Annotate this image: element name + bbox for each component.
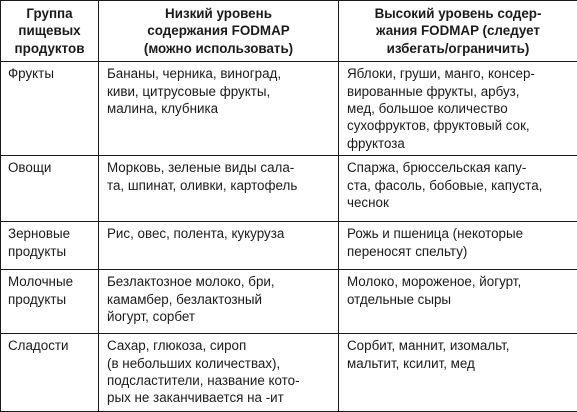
row-low-fodmap-items: Бананы, черника, виноград, киви, цитрусовые фрукты, малина, клубника [99, 62, 339, 156]
table-row [1, 156, 577, 222]
row-high-fodmap-items: Сорбит, маннит, изомальт, мальтит, ксилит, мед [339, 334, 577, 412]
row-high-fodmap-items: Яблоки, груши, манго, консер- вированные фрукты, арбуз, мед, большое количество сухофруктов, фруктовый сок, фруктоза [339, 62, 577, 156]
row-food-group: Овощи [1, 156, 99, 222]
row-low-fodmap-items: Сахар, глюкоза, сироп (в небольших количествах), подсластители, название кото- рых не заканчивается на -ит [99, 334, 339, 412]
table-row [1, 62, 577, 156]
row-food-group: Молочные продукты [1, 270, 99, 334]
header-high-fodmap: Высокий уровень содер- жания FODMAP (следует избегать/ограничить) [339, 1, 577, 62]
row-high-fodmap-items: Молоко, мороженое, йогурт, отдельные сыры [339, 270, 577, 334]
row-high-fodmap-items: Рожь и пшеница (некоторые переносят спельту) [339, 222, 577, 270]
table-header-row [1, 1, 577, 62]
table-row [1, 222, 577, 270]
table-row [1, 270, 577, 334]
header-low-fodmap: Низкий уровень содержания FODMAP (можно использовать) [99, 1, 339, 62]
row-food-group: Фрукты [1, 62, 99, 156]
row-food-group: Сладости [1, 334, 99, 412]
row-low-fodmap-items: Морковь, зеленые виды сала- та, шпинат, оливки, картофель [99, 156, 339, 222]
row-low-fodmap-items: Рис, овес, полента, кукуруза [99, 222, 339, 270]
row-high-fodmap-items: Спаржа, брюссельская капу- ста, фасоль, бобовые, капуста, чеснок [339, 156, 577, 222]
table-row [1, 334, 577, 412]
header-food-group: Группа пищевых продуктов [1, 1, 99, 62]
row-food-group: Зерновые продукты [1, 222, 99, 270]
row-low-fodmap-items: Безлактозное молоко, бри, камамбер, безлактозный йогурт, сорбет [99, 270, 339, 334]
